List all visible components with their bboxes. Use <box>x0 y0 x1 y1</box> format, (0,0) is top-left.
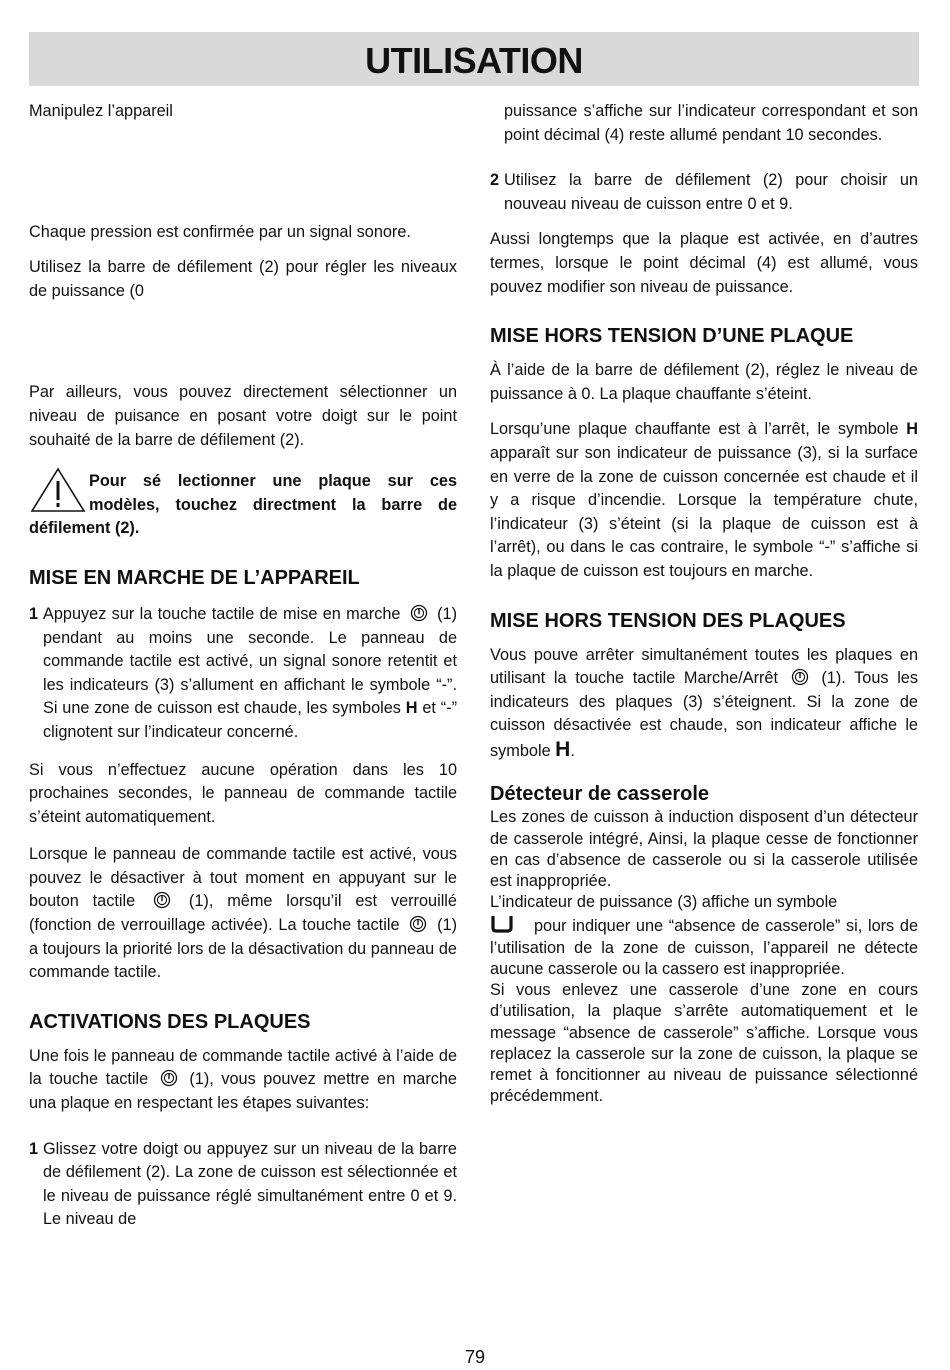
heading-detecteur: Détecteur de casserole <box>490 783 710 806</box>
power-icon <box>409 915 427 933</box>
step-text: et “-” clignotent sur l’indicateur concerné. <box>43 699 457 741</box>
text-part: . <box>570 741 575 760</box>
activation-intro <box>29 1045 457 1116</box>
text-part: (1), vous pouvez mettre en marche una plaque en respectant les étapes suivantes: <box>29 1070 457 1113</box>
warning-text: Pour sé lectionner une plaque sur ces modèles, touchez directment la barre de défilement (2). <box>29 472 457 538</box>
header-banner <box>29 32 919 86</box>
symbol-h: H <box>555 737 571 761</box>
power-icon <box>791 668 809 686</box>
text-part: Lorsque le panneau de commande tactile est activé, vous pouvez le désactiver à tout moment en appuyant sur le bouton tactile <box>29 845 457 911</box>
aide-paragraph: À l’aide de la barre de défilement (2), réglez le niveau de puissance à 0. La plaque chauffante s’éteint. <box>490 361 918 403</box>
page-title: UTILISATION <box>365 40 583 81</box>
heading-activations: ACTIVATIONS DES PLAQUES <box>29 1010 311 1033</box>
lorsque-paragraph <box>490 418 918 583</box>
power-icon <box>153 891 171 909</box>
signal-paragraph: Chaque pression est confirmée par un signal sonore. <box>29 222 411 241</box>
text-part: Une fois le panneau de commande tactile activé à l’aide de la touche tactile <box>29 1046 457 1089</box>
page-number: 79 <box>464 1347 486 1367</box>
text-part: apparaît sur son indicateur de puissance (3), si la surface en verre de la zone de cuisson concernée est chaude et il y a risque d’incendie. Lorsque la température chute, l’indicateur (3) s’éteint (si la plaque de cuisson est à l’arrêt), ou dans le cas contraire, le symbole “-” s’affiche si la plaque de cuisson est toujours en marche. <box>490 443 918 580</box>
heading-mise-en-marche: MISE EN MARCHE DE L’APPAREIL <box>29 566 360 589</box>
warning-note <box>29 470 457 541</box>
power-icon <box>160 1069 178 1087</box>
text-part: Lorsqu’une plaque chauffante est à l’arrêt, le symbole <box>490 420 899 439</box>
direct-select-paragraph: Par ailleurs, vous pouvez directement sélectionner un niveau de puisance en posant votre doigt sur le point souhaité de la barre de défilement (2). <box>29 383 457 449</box>
deactivate-paragraph <box>29 843 457 985</box>
step-2 <box>490 169 918 216</box>
text-part: (1), même lorsqu’il est verrouillé (fonction de verrouillage activée). La touche tactile <box>29 892 457 935</box>
right-column <box>490 100 918 1107</box>
text-part: pour indiquer une “absence de casserole” si, lors de l’utilisation de la zone de cuisson, l’appareil ne détecte aucune casserole ou la cassero est inappropriée. <box>490 917 918 978</box>
noop-paragraph: Si vous n’effectuez aucune opération dans les 10 prochaines secondes, le panneau de commande tactile s’éteint automatiquement. <box>29 760 457 826</box>
scroll-paragraph: Utilisez la barre de défilement (2) pour régler les niveaux de puissance (0 <box>29 258 457 300</box>
pan-absent-icon <box>490 913 514 933</box>
continued-text: puissance s’affiche sur l’indicateur correspondant et son point décimal (4) reste allumé pendant 10 secondes. <box>504 102 918 144</box>
step-number: 1 <box>29 604 39 623</box>
warning-triangle-icon <box>29 467 87 513</box>
step-number: 2 <box>490 171 500 190</box>
aussi-paragraph: Aussi longtemps que la plaque est activée, en d’autres termes, lorsque le point décimal (4) est allumé, vous pouvez modifier son niveau de puissance. <box>490 230 918 296</box>
heading-hors-tension-plaque: MISE HORS TENSION D’UNE PLAQUE <box>490 325 854 348</box>
power-icon <box>410 604 428 622</box>
symbol-h: H <box>405 699 418 718</box>
zones-paragraph: Les zones de cuisson à induction disposent d’un détecteur de casserole intégré, Ainsi, la plaque cesse de fonctionner en cas d’absence de casserole ou si la casserole utilisée est inappropriée. <box>490 808 918 891</box>
text-part: (1) a toujours la priorité lors de la désactivation du panneau de commande tactile. <box>29 916 457 982</box>
symbol-h: H <box>906 420 918 439</box>
step-text: Appuyez sur la touche tactile de mise en marche <box>43 604 401 623</box>
arret-paragraph <box>490 644 918 764</box>
step-text: (1) pendant au moins une seconde. Le panneau de commande tactile est activé, un signal sonore retentit et les indicateurs (3) s’allument en affichant le symbole “-”. Si une zone de cuisson est chaude, les symboles <box>43 604 458 718</box>
indicateur-paragraph <box>490 892 918 980</box>
step-1-marche <box>29 603 457 745</box>
step-text: Glissez votre doigt ou appuyez sur un niveau de la barre de défilement (2). La zone de cuisson est sélectionnée et le niveau de puissance réglé simultanément entre 0 et 9. Le niveau de <box>43 1139 457 1229</box>
text-part: L’indicateur de puissance (3) affiche un symbole <box>490 893 838 912</box>
text-part: (1). Tous les indicateurs des plaques (3) s’éteignent. Si la zone de cuisson désactivée est chaude, son indicateur affiche le symbole <box>490 669 919 760</box>
intro-text: Manipulez l’appareil <box>29 102 173 120</box>
left-column <box>29 100 457 1232</box>
step-number: 1 <box>29 1139 39 1158</box>
heading-hors-tension-plaques: MISE HORS TENSION DES PLAQUES <box>490 609 846 632</box>
text-part: Vous pouve arrêter simultanément toutes les plaques en utilisant la touche tactile Marche/Arrêt <box>490 645 918 688</box>
enlevez-paragraph: Si vous enlevez une casserole d’une zone en cours d’utilisation, la plaque s’arrête automatiquement et le message “absence de casserole” s’affiche. Lorsque vous replacez la casserole sur la zone de cuisson, la plaque se remet à foncitionner au niveau de puissance sélectionné précédemment. <box>490 981 918 1106</box>
step-1-glissez <box>29 1138 457 1232</box>
step-text: Utilisez la barre de défilement (2) pour choisir un nouveau niveau de cuisson entre 0 et 9. <box>504 171 918 213</box>
